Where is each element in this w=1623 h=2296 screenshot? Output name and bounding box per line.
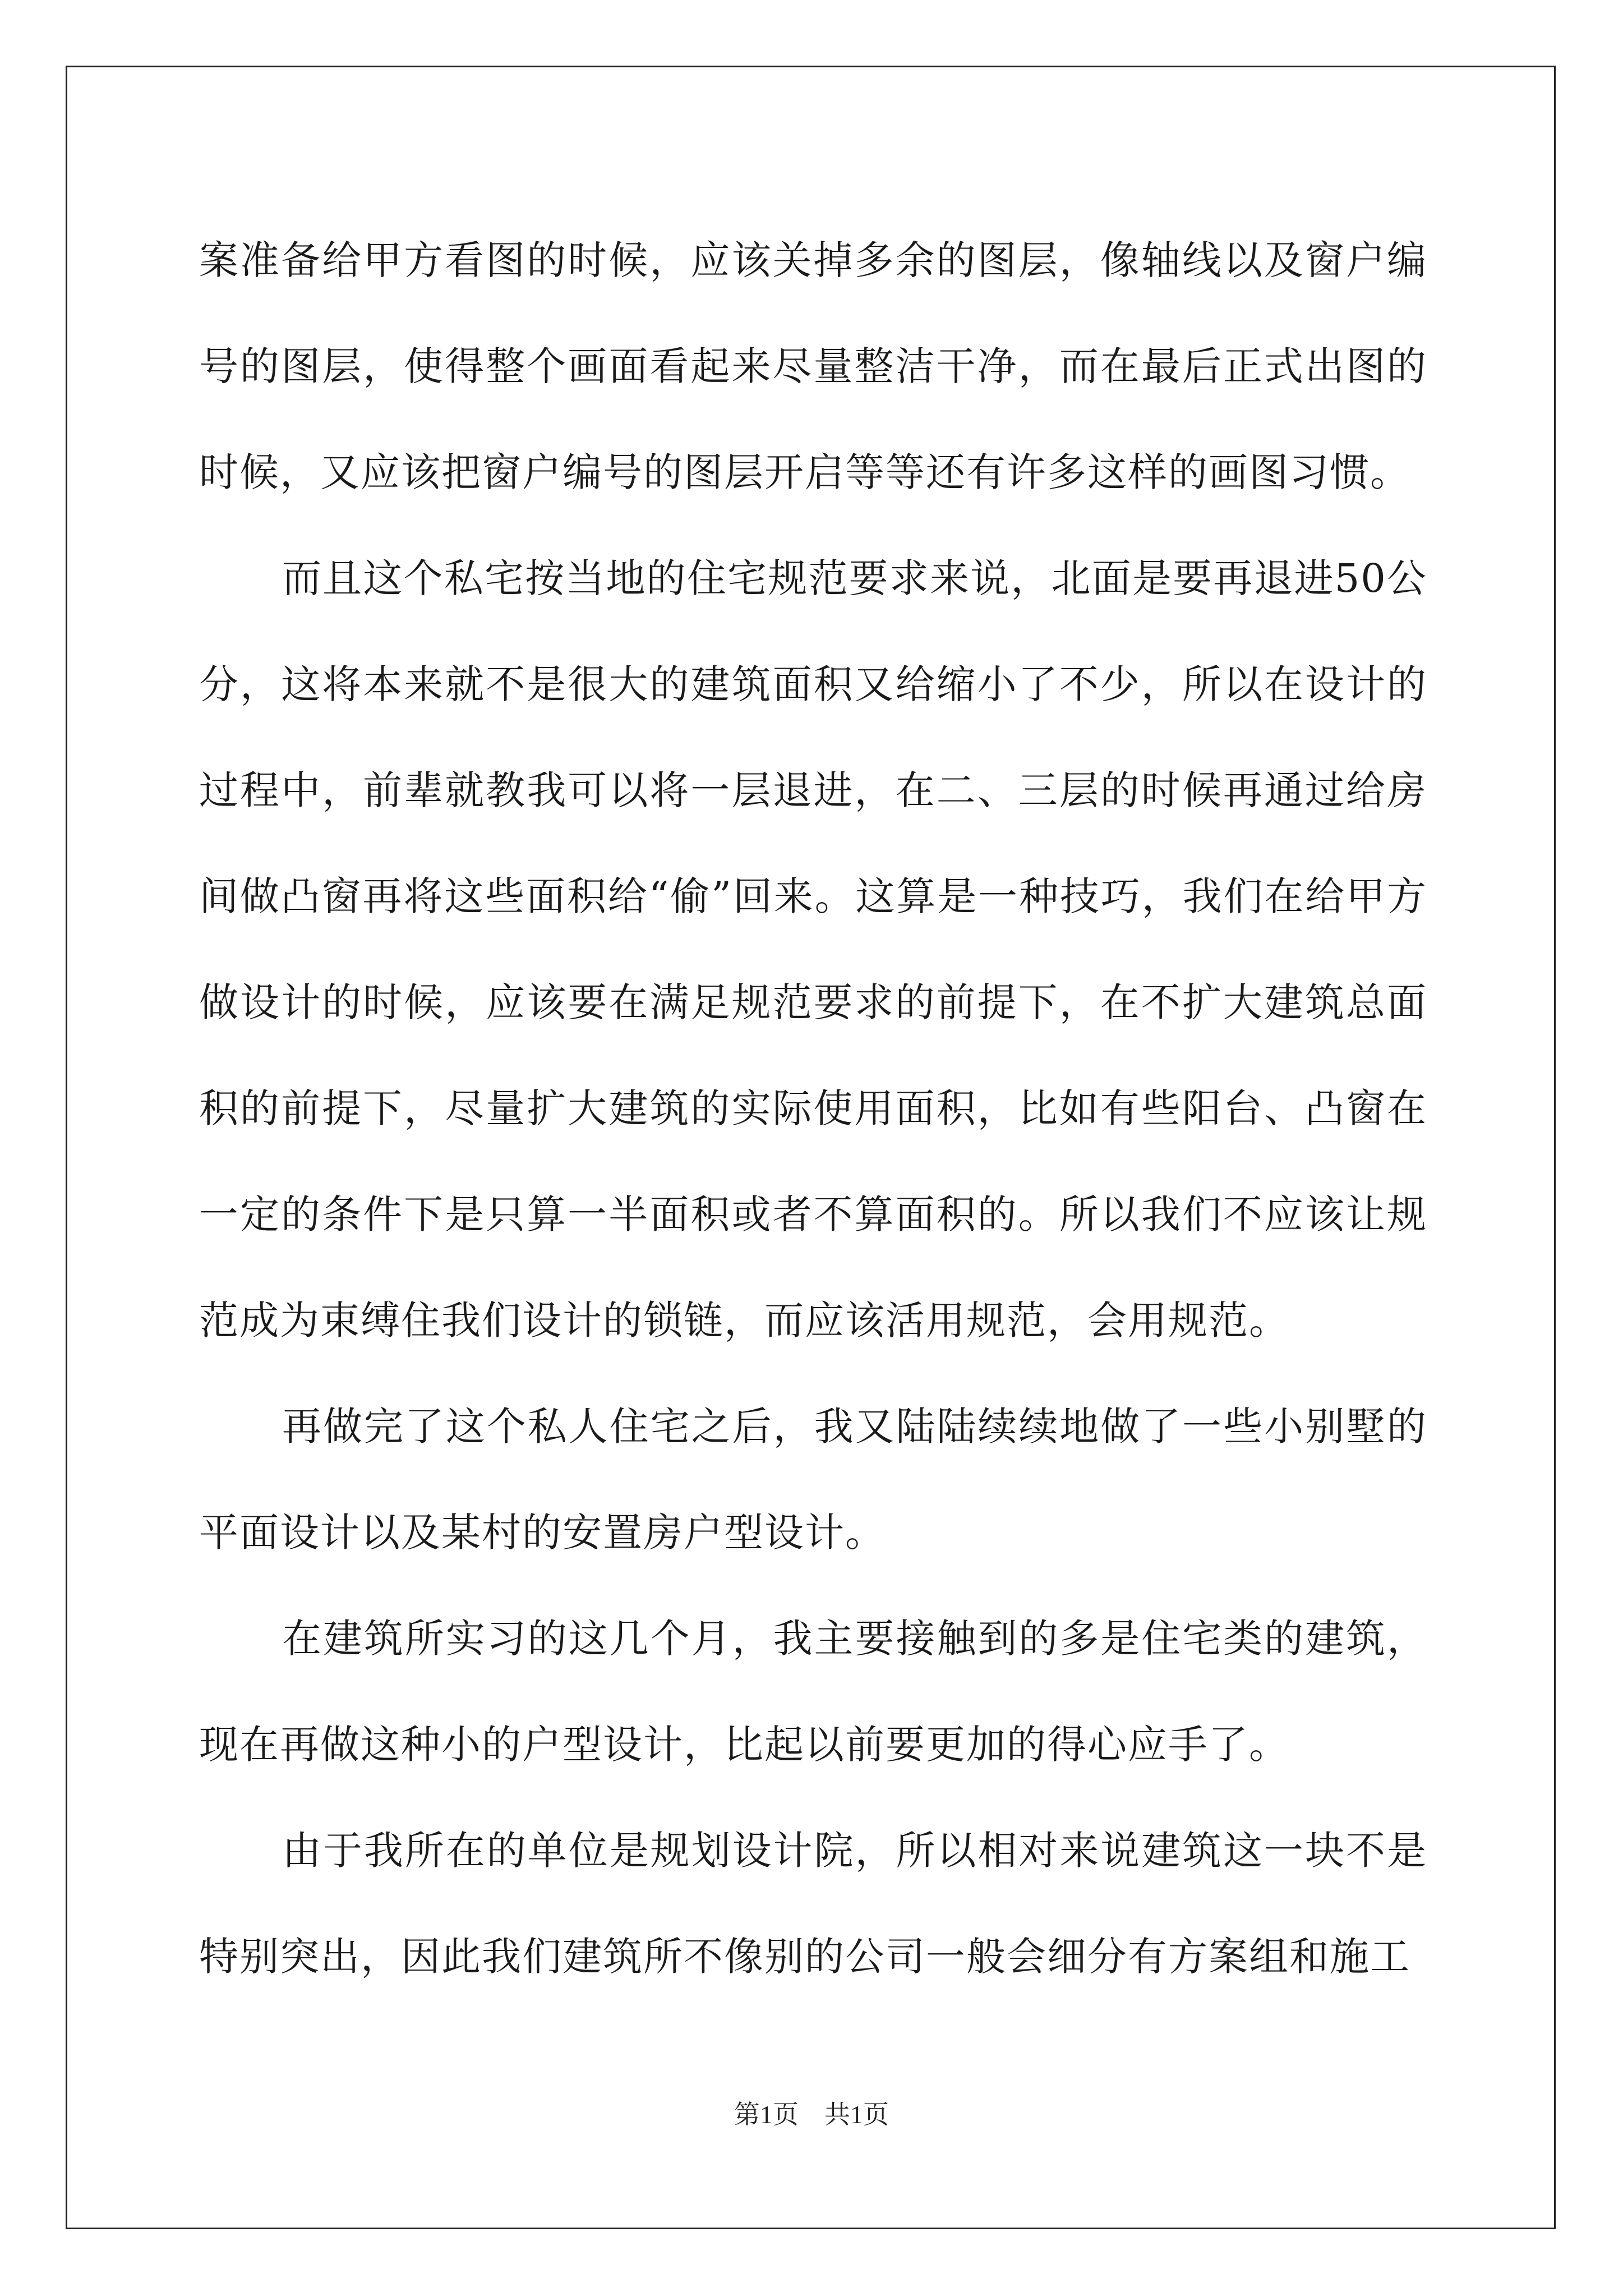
page-footer (0, 2098, 1623, 2132)
page-total: 共1页 (824, 2100, 889, 2129)
paragraph-1: 案准备给甲方看图的时候，应该关掉多余的图层，像轴线以及窗户编号的图层，使得整个画面看起来尽量整洁干净，而在最后正式出图的时候，又应该把窗户编号的图层开启等等还有许多这样的画图习惯。 (199, 237, 1427, 495)
page-number: 第1页 (734, 2100, 799, 2129)
document-body (199, 208, 1427, 2010)
paragraph-4: 在建筑所实习的这几个月，我主要接触到的多是住宅类的建筑，现在再做这种小的户型设计，比起以前要更加的得心应手了。 (199, 1616, 1427, 1768)
paragraph-3: 再做完了这个私人住宅之后，我又陆陆续续地做了一些小别墅的平面设计以及某村的安置房户型设计。 (199, 1404, 1427, 1556)
paragraph-2: 而且这个私宅按当地的住宅规范要求来说，北面是要再退进50公分，这将本来就不是很大的建筑面积又给缩小了不少，所以在设计的过程中，前辈就教我可以将一层退进，在二、三层的时候再通过给房间做凸窗再将这些面积给“偷”回来。这算是一种技巧，我们在给甲方做设计的时候，应该要在满足规范要求的前提下，在不扩大建筑总面积的前提下，尽量扩大建筑的实际使用面积，比如有些阳台、凸窗在一定的条件下是只算一半面积或者不算面积的。所以我们不应该让规范成为束缚住我们设计的锁链，而应该活用规范，会用规范。 (199, 555, 1427, 1343)
paragraph-5: 由于我所在的单位是规划设计院，所以相对来说建筑这一块不是特别突出，因此我们建筑所不像别的公司一般会细分有方案组和施工 (199, 1828, 1427, 1980)
